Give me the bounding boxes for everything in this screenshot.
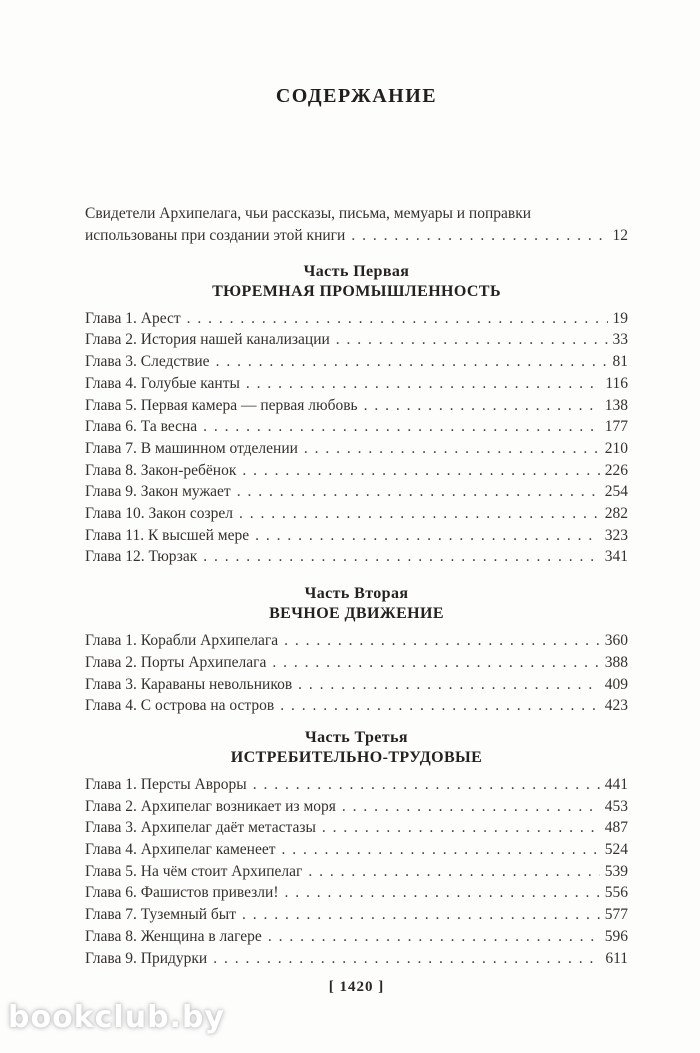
toc-row <box>85 695 628 717</box>
chapter-label: Глава 2. Порты Архипелага <box>85 653 267 671</box>
part-label: Часть Вторая <box>304 585 409 603</box>
toc-row <box>85 861 628 883</box>
dotted-leader <box>322 817 600 839</box>
page-ref: 409 <box>604 675 628 693</box>
toc-row <box>85 481 628 503</box>
toc-row <box>85 817 628 839</box>
chapter-label: Глава 9. Закон мужает <box>85 483 231 501</box>
dotted-leader <box>187 308 608 330</box>
chapter-label: Глава 8. Закон-ребёнок <box>85 461 237 479</box>
dotted-leader <box>242 904 600 926</box>
page-ref: 33 <box>612 331 628 349</box>
part-heading <box>85 728 628 768</box>
chapter-label: Глава 3. Архипелаг даёт метастазы <box>85 819 316 837</box>
page-ref: 323 <box>604 526 628 544</box>
dotted-leader <box>351 225 607 247</box>
page-ref: 556 <box>604 884 628 902</box>
folio-page-number: [ 1420 ] <box>328 979 385 995</box>
page-ref: 254 <box>604 483 628 501</box>
preface-text-line2: использованы при создании этой книги <box>85 227 346 244</box>
chapter-label: Глава 5. Первая камера — первая любовь <box>85 396 358 414</box>
toc-row <box>85 546 628 568</box>
chapter-label: Глава 9. Придурки <box>85 949 208 967</box>
dotted-leader <box>284 630 600 652</box>
part-title: ИСТРЕБИТЕЛЬНО-ТРУДОВЫЕ <box>230 748 483 766</box>
chapter-label: Глава 10. Закон созрел <box>85 505 233 523</box>
toc-row <box>85 373 628 395</box>
chapter-label: Глава 3. Караваны невольников <box>85 675 293 693</box>
toc-row <box>85 796 628 818</box>
page-ref: 423 <box>604 697 628 715</box>
dotted-leader <box>216 351 608 373</box>
toc-row <box>85 674 628 696</box>
part-label: Часть Третья <box>304 728 408 746</box>
chapter-label: Глава 8. Женщина в лагере <box>85 927 262 945</box>
preface-row <box>85 225 628 247</box>
dotted-leader <box>342 796 600 818</box>
page-ref: 388 <box>604 653 628 671</box>
chapter-label: Глава 6. Та весна <box>85 418 198 436</box>
page-ref: 177 <box>604 418 628 436</box>
page-ref: 539 <box>604 862 628 880</box>
chapter-label: Глава 12. Тюрзак <box>85 548 198 566</box>
dotted-leader <box>255 525 600 547</box>
dotted-leader <box>253 774 600 796</box>
dotted-leader <box>336 329 608 351</box>
dotted-leader <box>268 926 600 948</box>
page-ref: 596 <box>604 927 628 945</box>
dotted-leader <box>203 546 599 568</box>
toc-part <box>0 584 700 717</box>
dotted-leader <box>281 839 599 861</box>
toc-row <box>85 460 628 482</box>
page-ref: 282 <box>604 505 628 523</box>
part-heading <box>85 584 628 624</box>
dotted-leader <box>203 416 600 438</box>
chapter-list <box>85 308 628 568</box>
toc-row <box>85 630 628 652</box>
chapter-label: Глава 4. С острова на остров <box>85 697 275 715</box>
part-heading <box>85 262 628 302</box>
chapter-label: Глава 2. Архипелаг возникает из моря <box>85 797 336 815</box>
toc-row <box>85 416 628 438</box>
toc-part <box>0 728 700 969</box>
dotted-leader <box>213 948 600 970</box>
toc-row <box>85 503 628 525</box>
toc-row <box>85 525 628 547</box>
toc-row <box>85 904 628 926</box>
dotted-leader <box>308 861 599 883</box>
chapter-label: Глава 6. Фашистов привезли! <box>85 884 279 902</box>
dotted-leader <box>280 695 600 717</box>
dotted-leader <box>298 674 600 696</box>
chapter-label: Глава 2. История нашей канализации <box>85 331 330 349</box>
chapter-label: Глава 7. Туземный быт <box>85 906 236 924</box>
toc-row <box>85 438 628 460</box>
page-ref: 116 <box>605 374 628 392</box>
toc-parts <box>0 262 700 970</box>
toc-row <box>85 882 628 904</box>
toc-row <box>85 839 628 861</box>
part-label: Часть Первая <box>303 262 410 280</box>
chapter-label: Глава 4. Архипелаг каменеет <box>85 841 276 859</box>
page-title: СОДЕРЖАНИЕ <box>275 85 438 107</box>
page-ref: 138 <box>604 396 628 414</box>
dotted-leader <box>284 882 599 904</box>
page-ref: 611 <box>605 949 628 967</box>
page-ref: 226 <box>604 461 628 479</box>
page-ref: 341 <box>604 548 628 566</box>
page-ref: 19 <box>612 309 628 327</box>
dotted-leader <box>304 438 600 460</box>
chapter-list <box>85 774 628 969</box>
toc-row <box>85 948 628 970</box>
toc-row <box>85 926 628 948</box>
part-title: ВЕЧНОЕ ДВИЖЕНИЕ <box>269 605 444 623</box>
toc-row <box>85 774 628 796</box>
dotted-leader <box>272 652 599 674</box>
chapter-label: Глава 11. К высшей мере <box>85 526 250 544</box>
page-ref: 577 <box>604 906 628 924</box>
page-ref: 524 <box>604 841 628 859</box>
watermark: bookclub.by <box>8 1000 225 1035</box>
chapter-label: Глава 1. Персты Авроры <box>85 775 247 793</box>
toc-part <box>0 262 700 568</box>
page-ref: 81 <box>612 353 628 371</box>
dotted-leader <box>242 460 599 482</box>
chapter-label: Глава 7. В машинном отделении <box>85 439 298 457</box>
chapter-label: Глава 4. Голубые канты <box>85 374 240 392</box>
chapter-list <box>85 630 628 717</box>
dotted-leader <box>246 373 600 395</box>
page-ref: 453 <box>604 797 628 815</box>
toc-row <box>85 395 628 417</box>
chapter-label: Глава 3. Следствие <box>85 353 210 371</box>
page-ref: 487 <box>604 819 628 837</box>
page-ref: 360 <box>604 632 628 650</box>
page-ref: 441 <box>604 775 628 793</box>
preface-text-line1: Свидетели Архипелага, чьи рассказы, письма, мемуары и поправки <box>85 205 532 222</box>
toc-row <box>85 351 628 373</box>
dotted-leader <box>237 481 600 503</box>
chapter-label: Глава 5. На чём стоит Архипелаг <box>85 862 303 880</box>
page-ref: 210 <box>604 439 628 457</box>
toc-row <box>85 308 628 330</box>
toc-row <box>85 329 628 351</box>
page-ref: 12 <box>612 227 628 244</box>
part-title: ТЮРЕМНАЯ ПРОМЫШЛЕННОСТЬ <box>212 282 501 300</box>
chapter-label: Глава 1. Корабли Архипелага <box>85 632 279 650</box>
dotted-leader <box>364 395 600 417</box>
preface-entry <box>85 203 628 247</box>
chapter-label: Глава 1. Арест <box>85 309 181 327</box>
dotted-leader <box>239 503 600 525</box>
toc-row <box>85 652 628 674</box>
